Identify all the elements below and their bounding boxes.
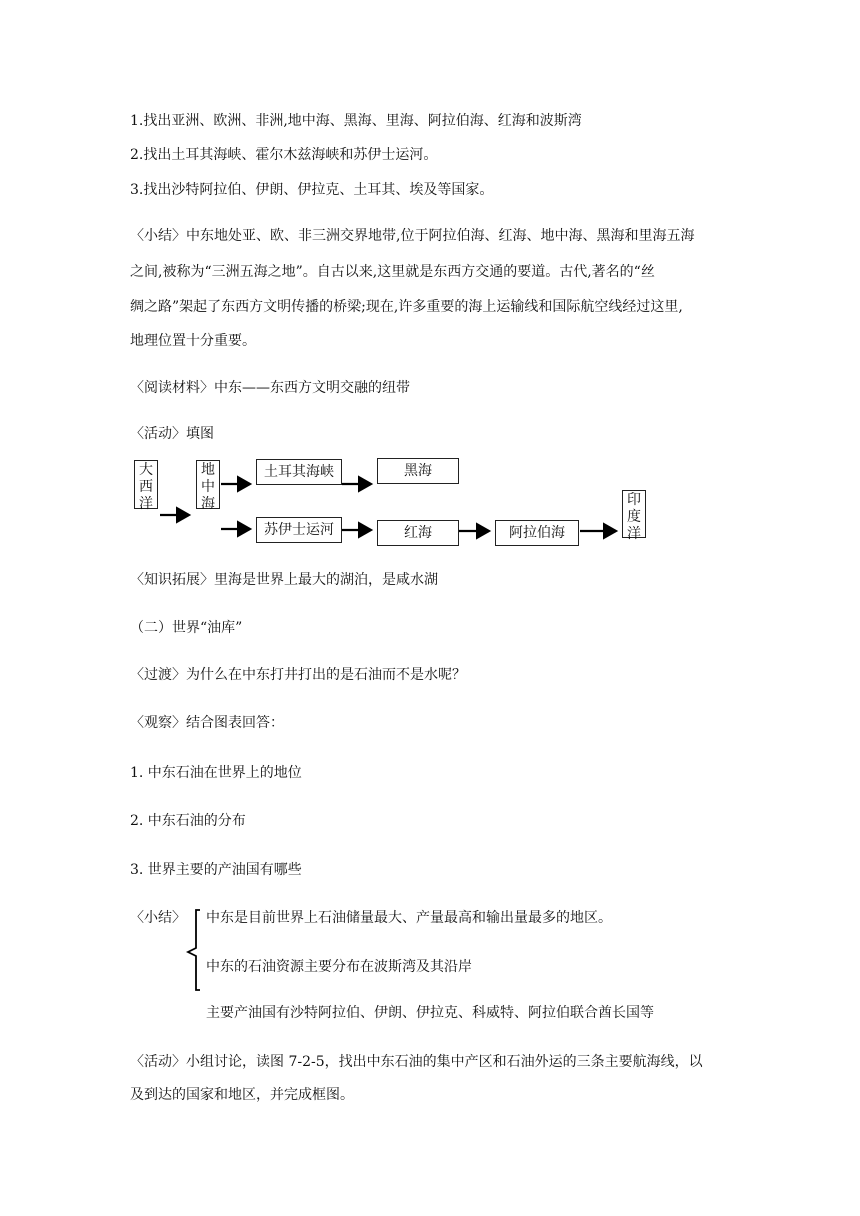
- brace-icon: [184, 906, 204, 996]
- question-2: 2. 中东石油的分布: [130, 813, 246, 829]
- box-arabian-sea-label: 阿拉伯海: [509, 525, 565, 541]
- box-indian-ocean-label: 印度洋: [627, 492, 641, 542]
- question-1: 1. 中东石油在世界上的地位: [130, 765, 302, 781]
- activity-fill-map: 〈活动〉填图: [130, 426, 214, 442]
- summary-1-line-1: 〈小结〉中东地处亚、欧、非三洲交界地带,位于阿拉伯海、红海、地中海、黑海和里海五海: [130, 228, 695, 244]
- transition: 〈过渡〉为什么在中东打井打出的是石油而不是水呢？: [130, 667, 466, 683]
- reading-material: 〈阅读材料〉中东——东西方文明交融的纽带: [130, 380, 410, 396]
- summary-1-line-2: 之间,被称为“三洲五海之地”。自古以来,这里就是东西方交通的要道。古代,著名的“丝: [130, 264, 655, 280]
- task-1: 1.找出亚洲、欧洲、非洲,地中海、黑海、里海、阿拉伯海、红海和波斯湾: [130, 113, 582, 129]
- task-3: 3.找出沙特阿拉伯、伊朗、伊拉克、土耳其、埃及等国家。: [130, 182, 494, 198]
- question-3: 3. 世界主要的产油国有哪些: [130, 862, 302, 878]
- box-mediterranean-label: 地中海: [201, 462, 215, 512]
- knowledge-extension: 〈知识拓展〉里海是世界上最大的湖泊，是咸水湖: [130, 572, 438, 588]
- box-black-sea-label: 黑海: [404, 463, 432, 479]
- task-2: 2.找出土耳其海峡、霍尔木兹海峡和苏伊士运河。: [130, 147, 438, 163]
- summary-2-point-1: 中东是目前世界上石油储量最大、产量最高和输出量最多的地区。: [206, 910, 612, 926]
- summary-2-point-2: 中东的石油资源主要分布在波斯湾及其沿岸: [206, 959, 472, 975]
- box-turkish-strait-label: 土耳其海峡: [264, 464, 334, 480]
- box-red-sea-label: 红海: [404, 525, 432, 541]
- summary-2-point-3: 主要产油国有沙特阿拉伯、伊朗、伊拉克、科威特、阿拉伯联合酋长国等: [206, 1005, 654, 1021]
- section-2-title: （二）世界“油库”: [130, 620, 243, 636]
- activity-2-line-1: 〈活动〉小组讨论，读图 7-2-5，找出中东石油的集中产区和石油外运的三条主要航海线，以: [130, 1054, 703, 1070]
- summary-1-line-3: 绸之路”架起了东西方文明传播的桥梁;现在,许多重要的海上运输线和国际航空线经过这里,: [130, 299, 683, 315]
- box-atlantic-label: 大西洋: [139, 462, 153, 512]
- box-suez-canal-label: 苏伊士运河: [264, 522, 334, 538]
- summary-1-line-4: 地理位置十分重要。: [130, 333, 256, 349]
- summary-2-label: 〈小结〉: [130, 910, 186, 926]
- activity-2-line-2: 及到达的国家和地区，并完成框图。: [130, 1087, 354, 1103]
- arrow-layer: [0, 0, 860, 600]
- observe: 〈观察〉结合图表回答：: [130, 715, 284, 731]
